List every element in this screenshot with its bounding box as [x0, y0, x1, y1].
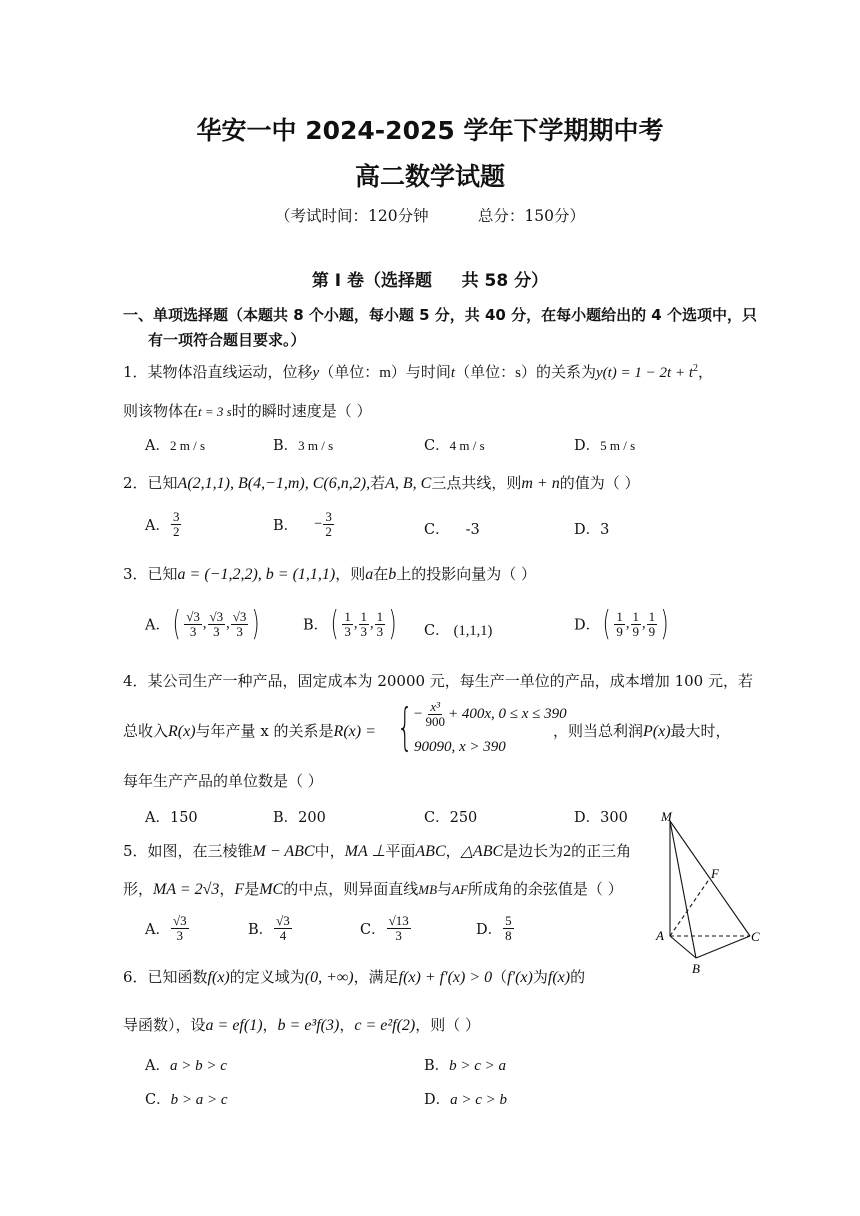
- q1-option-d: D．5 m / s: [574, 438, 636, 454]
- question-1-line2: 则该物体在t = 3 s时的瞬时速度是（ ）: [123, 402, 372, 420]
- q3-option-d: D．( $\frac{1}{9}$ , $\frac{1}{9}$ , $\frac{1}{9}$ ): [574, 604, 669, 644]
- q2-option-b: B． − $\frac{3}{2}$: [273, 509, 332, 539]
- piecewise-case-1: − $\frac{\text{x³}}{900}$ + 400x, 0 ≤ x ≤ 390: [414, 699, 567, 729]
- q1-option-a: A．2 m / s: [145, 438, 206, 454]
- part1-instruction-line1: 一、单项选择题（本题共 8 个小题，每小题 5 分，共 40 分，在每小题给出的 4 个选项中，只: [123, 306, 757, 324]
- pyramid-figure: [648, 805, 768, 985]
- piecewise-brace: {: [397, 698, 413, 756]
- q6-option-d: D．a > c > b: [424, 1092, 508, 1108]
- question-4-line2a: 总收入R(x)与年产量 x 的关系是R(x) =: [123, 722, 376, 740]
- exam-info: （考试时间：120分钟 总分：150分）: [275, 207, 585, 225]
- q4-option-c: C．250: [424, 810, 478, 826]
- q6-option-b: B．b > c > a: [424, 1058, 507, 1074]
- label-a: A: [656, 928, 664, 943]
- q2-option-a: A． $\frac{3}{2}$: [145, 509, 180, 539]
- question-4: 4．某公司生产一种产品，固定成本为 20000 元，每生产一单位的产品，成本增加 100 元，若: [123, 672, 753, 690]
- question-6-line2: 导函数），设a = ef(1)，b = e³f(3)，c = e²f(2)，则（ ）: [123, 1016, 481, 1034]
- question-6: 6．已知函数f(x)的定义域为(0, +∞)，满足f(x) + f′(x) > 0（f′(x)为f(x)的: [123, 968, 586, 986]
- q2-option-c: C． -3: [424, 522, 480, 538]
- q5-option-a: A． $\frac{√3}{3}$: [145, 913, 187, 943]
- edge-mb: [670, 821, 696, 958]
- question-5-line2: 形，MA = 2√3，F是MC的中点，则异面直线MB与AF所成角的余弦值是（ ）: [123, 880, 623, 898]
- q1-option-c: C．4 m / s: [424, 438, 485, 454]
- label-f: F: [711, 866, 719, 881]
- q3-option-b: B．( $\frac{1}{3}$ , $\frac{1}{3}$ , $\frac{1}{3}$ ): [303, 604, 397, 644]
- question-5: 5．如图，在三棱锥M − ABC中，MA ⊥平面ABC，△ABC是边长为2的正三角: [123, 842, 632, 860]
- q1-option-b: B．3 m / s: [273, 438, 334, 454]
- question-2: 2．已知A(2,1,1), B(4,−1,m), C(6,n,2),若A, B, C三点共线，则m + n的值为（ ）: [123, 474, 640, 492]
- question-1: 1．某物体沿直线运动，位移y（单位：m）与时间t（单位：s）的关系为$y(t) = 1 - 2t + t^2$，: [123, 363, 714, 381]
- exam-subtitle: 高二数学试题: [354, 162, 505, 191]
- label-c: C: [751, 929, 760, 944]
- q3-option-a: A．( $\frac{√3}{3}$ , $\frac{√3}{3}$ , $\frac{√3}{3}$ ): [145, 604, 261, 644]
- label-m: M: [661, 809, 672, 824]
- q3-option-c: C． (1,1,1): [424, 623, 493, 639]
- part1-instruction-line2: 有一项符合题目要求。）: [148, 331, 306, 349]
- q5-option-b: B． $\frac{√3}{4}$: [248, 913, 290, 943]
- piecewise-case-2: 90090, x > 390: [414, 739, 506, 755]
- q4-option-d: D．300: [574, 810, 628, 826]
- q6-option-a: A．a > b > c: [145, 1058, 227, 1074]
- question-4-line2b: ，则当总利润P(x)最大时，: [553, 722, 731, 740]
- edge-bc: [696, 936, 750, 958]
- q4-option-a: A．150: [145, 810, 198, 826]
- q2-option-d: D．3: [574, 522, 610, 538]
- q5-option-c: C． $\frac{√13}{3}$: [360, 913, 409, 943]
- exam-title: 华安一中 2024-2025 学年下学期期中考: [196, 116, 664, 145]
- question-4-line3: 每年生产产品的单位数是（ ）: [123, 772, 323, 790]
- section-title: 第 I 卷（选择题 共 58 分）: [311, 271, 549, 291]
- q6-option-c: C．b > a > c: [145, 1092, 228, 1108]
- label-b: B: [692, 961, 700, 976]
- q4-option-b: B．200: [273, 810, 326, 826]
- q5-option-d: D． $\frac{5}{8}$: [476, 913, 512, 943]
- question-3: 3．已知a = (−1,2,2), b = (1,1,1)，则a在b上的投影向量为（ ）: [123, 565, 537, 583]
